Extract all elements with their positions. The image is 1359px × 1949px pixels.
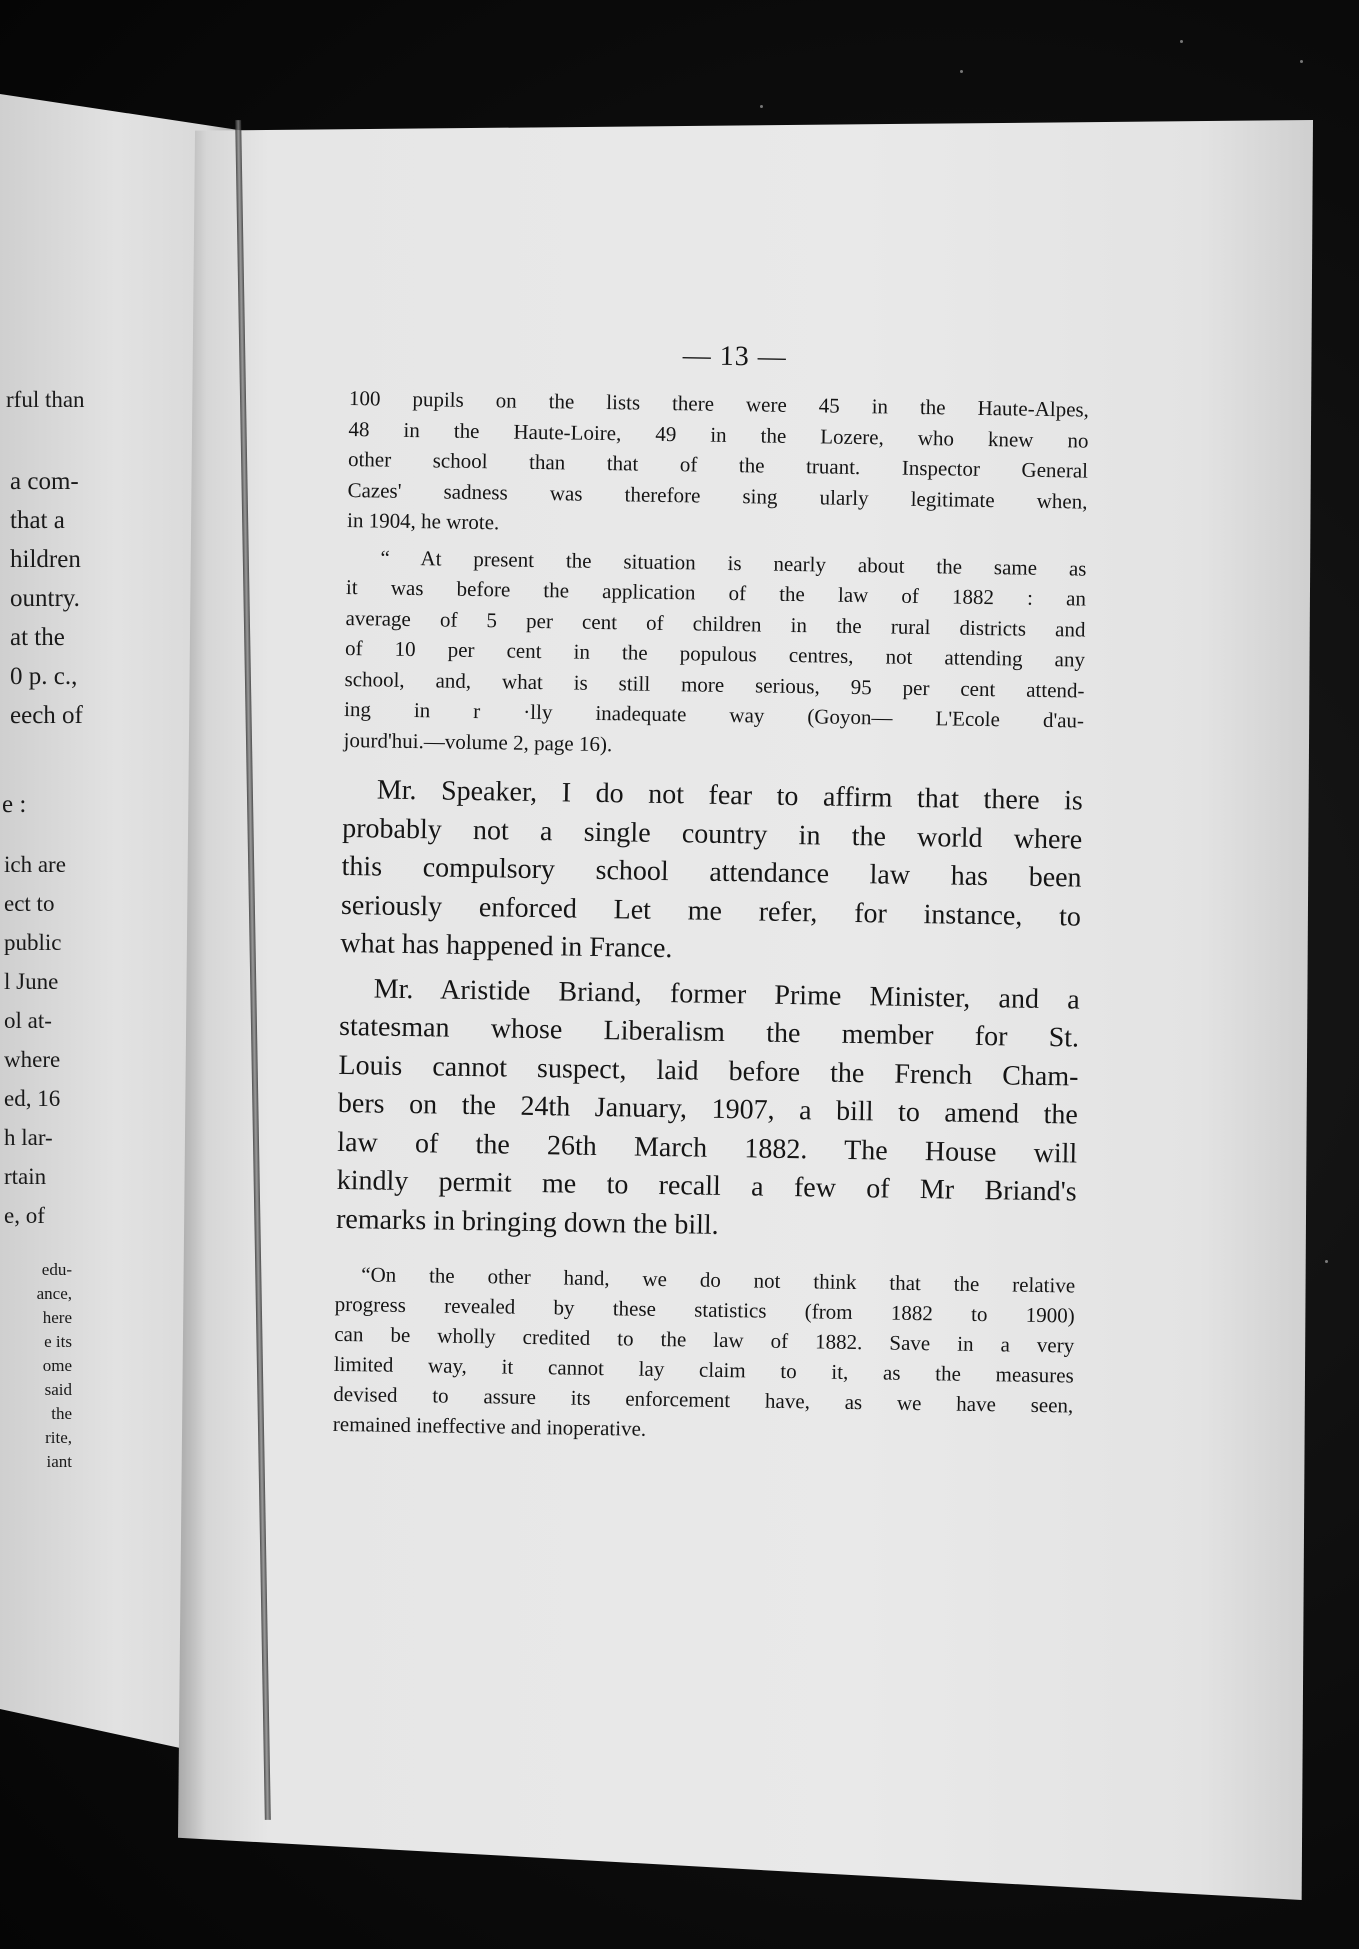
text-line: 100 pupils on the lists there were 45 in the Haute-Alpes, [348, 385, 1090, 422]
left-line: rful than [6, 387, 85, 412]
left-line: ect to [4, 891, 55, 916]
left-line: at the [10, 624, 65, 651]
text-line: 48 in the Haute-Loire, 49 in the Lozere, who knew no [348, 416, 1089, 453]
text-line: this compulsory school attendance law has been [341, 850, 1082, 894]
left-line: h lar- [4, 1125, 53, 1150]
text-line: devised to assure its enforcement have, as we have seen, [333, 1381, 1074, 1418]
text-line: bers on the 24th January, 1907, a bill to amend the [337, 1087, 1079, 1131]
text-line: jourd'hui.—volume 2, page 16). [343, 727, 613, 756]
left-line: ance, [36, 1284, 72, 1303]
text-line: limited way, it cannot lay claim to it, as the measures [333, 1351, 1074, 1388]
text-line: “On the other hand, we do not think that the relative [361, 1262, 1076, 1298]
left-page-colon-line [2, 785, 26, 824]
left-page-block-2 [4, 845, 66, 1235]
left-line: l June [4, 969, 59, 994]
left-page-block-3 [10, 1258, 72, 1474]
left-line: e : [2, 791, 27, 818]
paragraph-statistics [347, 383, 1089, 547]
text-line: Mr. Aristide Briand, former Prime Minister, and a [373, 972, 1080, 1016]
left-line: here [42, 1308, 72, 1327]
text-line: Cazes' sadness was therefore sing ularly legitimate when, [347, 477, 1088, 514]
left-line: ol at- [4, 1008, 52, 1033]
left-line: rtain [4, 1164, 47, 1189]
text-line: seriously enforced Let me refer, for instance, to [340, 889, 1082, 933]
text-line: “ At present the situation is nearly about the same as [380, 545, 1087, 581]
left-line: where [4, 1047, 61, 1072]
left-line: ed, 16 [4, 1086, 61, 1111]
text-line: statesman whose Liberalism the member for St. [338, 1010, 1080, 1054]
text-line: probably not a single country in the world where [342, 812, 1083, 856]
quote-cazes [343, 541, 1086, 766]
page-number: — 13 — [682, 340, 787, 373]
text-line: school, and, what is still more serious, 95 per cent attend- [344, 666, 1085, 703]
text-line: law of the 26th March 1882. The House will [337, 1126, 1078, 1170]
text-line: what has happened in France. [340, 927, 673, 965]
left-line: 0 p. c., [10, 663, 78, 690]
text-line: progress revealed by these statistics (from 1882 to 1900) [334, 1291, 1075, 1328]
left-page-top-fragment [6, 380, 85, 419]
text-line: of 10 per cent in the populous centres, not attending any [344, 635, 1086, 672]
text-line: remarks in bringing down the bill. [335, 1203, 719, 1241]
left-line: the [51, 1404, 72, 1423]
left-page-block-1 [10, 462, 83, 735]
left-line: hildren [10, 546, 81, 573]
left-line: that a [10, 507, 65, 534]
text-line: kindly permit me to recall a few of Mr Briand's [336, 1164, 1077, 1208]
text-line: Mr. Speaker, I do not fear to affirm that there is [376, 774, 1084, 817]
text-line: ing in r ·lly inadequate way (Goyon— L'Ecole d'au- [343, 696, 1085, 733]
left-line: a com- [10, 468, 79, 495]
text-line: it was before the application of the law of 1882 : an [345, 574, 1087, 611]
text-line: in 1904, he wrote. [346, 507, 500, 535]
quote-briand [333, 1259, 1076, 1451]
left-line: public [4, 930, 62, 955]
text-line: Louis cannot suspect, laid before the French Cham- [338, 1049, 1079, 1093]
paragraph-briand [336, 969, 1080, 1250]
text-line: average of 5 per cent of children in the rural districts and [345, 605, 1086, 642]
text-line: can be wholly credited to the law of 1882. Save in a very [334, 1321, 1075, 1358]
left-line: ich are [4, 852, 66, 877]
left-line: edu- [41, 1260, 72, 1279]
page-content [333, 335, 1090, 1450]
paragraph-speaker [340, 771, 1083, 975]
left-line: ountry. [10, 585, 80, 612]
left-line: iant [46, 1452, 72, 1471]
left-line: ome [42, 1356, 72, 1375]
left-line: e, of [4, 1203, 45, 1228]
left-line: e its [44, 1332, 72, 1351]
left-line: rite, [45, 1428, 72, 1447]
left-line: eech of [10, 702, 83, 729]
left-line: said [44, 1380, 72, 1399]
text-line: other school than that of the truant. Inspector General [347, 446, 1089, 483]
text-line: remained ineffective and inoperative. [332, 1411, 647, 1441]
